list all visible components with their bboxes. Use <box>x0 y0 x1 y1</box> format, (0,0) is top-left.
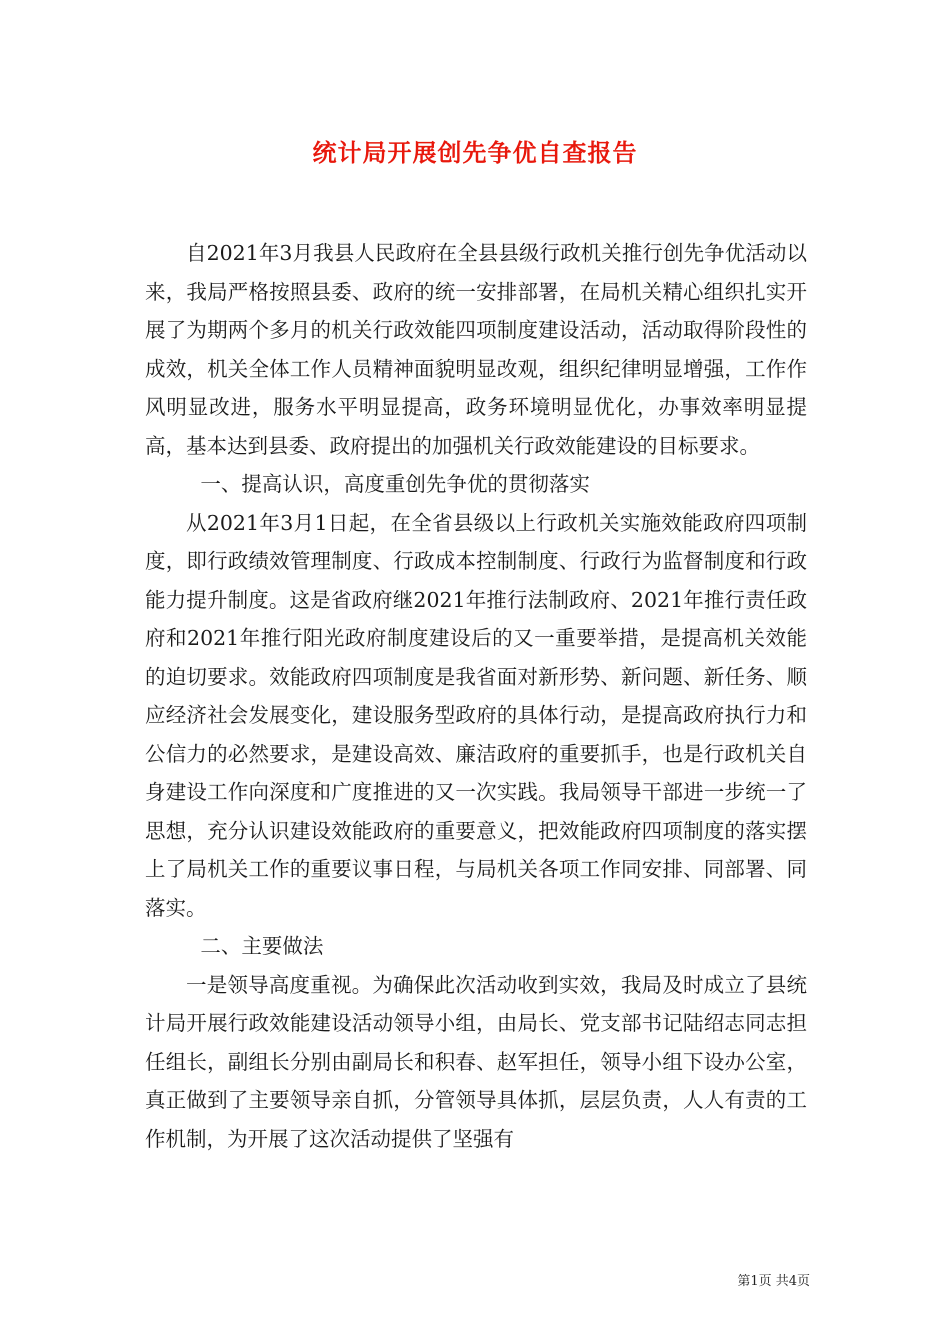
paragraph-section-1: 从2021年3月1日起，在全省县级以上行政机关实施效能政府四项制度，即行政绩效管理制度、行政成本控制制度、行政行为监督制度和行政能力提升制度。这是省政府继2021年推行法制政府、2021年推行责任政府和2021年推行阳光政府制度建设后的又一重要举措，是提高机关效能的迫切要求。效能政府四项制度是我省面对新形势、新问题、新任务、顺应经济社会发展变化，建设服务型政府的具体行动，是提高政府执行力和公信力的必然要求，是建设高效、廉洁政府的重要抓手，也是行政机关自身建设工作向深度和广度推进的又一次实践。我局领导干部进一步统一了思想，充分认识建设效能政府的重要意义，把效能政府四项制度的落实摆上了局机关工作的重要议事日程，与局机关各项工作同安排、同部署、同落实。 <box>145 510 807 920</box>
paragraph-intro: 自2021年3月我县人民政府在全县县级行政机关推行创先争优活动以来，我局严格按照县委、政府的统一安排部署，在局机关精心组织扎实开展了为期两个多月的机关行政效能四项制度建设活动，活动取得阶段性的成效，机关全体工作人员精神面貌明显改观，组织纪律明显增强，工作作风明显改进，服务水平明显提高，政务环境明显优化，办事效率明显提高，基本达到县委、政府提出的加强机关行政效能建设的目标要求。 <box>145 241 807 458</box>
section-heading-2: 二、主要做法 <box>200 934 324 958</box>
page-number: 第1页 共4页 <box>737 1274 810 1289</box>
document-body <box>145 234 807 1158</box>
paragraph-section-2: 一是领导高度重视。为确保此次活动收到实效，我局及时成立了县统计局开展行政效能建设活动领导小组，由局长、党支部书记陆绍志同志担任组长，副组长分别由副局长和积春、赵军担任，领导小组下设办公室，真正做到了主要领导亲自抓，分管领导具体抓，层层负责，人人有责的工作机制，为开展了这次活动提供了坚强有 <box>145 972 807 1151</box>
section-heading-1: 一、提高认识，高度重创先争优的贯彻落实 <box>200 472 590 496</box>
document-title: 统计局开展创先争优自查报告 <box>312 138 638 167</box>
